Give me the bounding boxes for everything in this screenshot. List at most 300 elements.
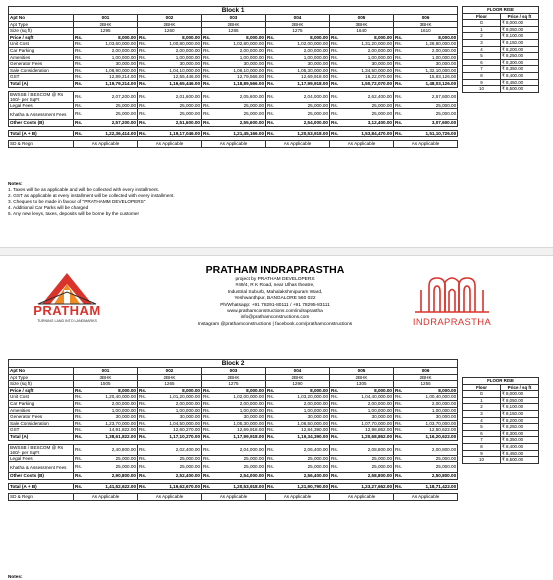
floor-price: ₹ 8,500.00 bbox=[501, 86, 539, 93]
table-cell: As Applicable bbox=[74, 494, 138, 501]
currency-label: Rs. bbox=[75, 130, 83, 136]
table-cell: 1,00,80,000.00 bbox=[147, 41, 202, 48]
table-cell: 2BHK bbox=[330, 374, 394, 381]
table-cell: 2,00,000.00 bbox=[147, 400, 202, 407]
table-row bbox=[463, 59, 539, 66]
table-cell: 2,57,200.00 bbox=[83, 120, 138, 127]
table-cell: 2,00,800.00 bbox=[403, 444, 458, 455]
table-row bbox=[9, 374, 458, 381]
currency-label: Rs. bbox=[331, 414, 338, 420]
table-cell: 25,000.00 bbox=[275, 455, 330, 462]
currency-label: Rs. bbox=[267, 80, 275, 86]
currency-label: Rs. bbox=[203, 414, 210, 420]
row-label: Other Costs (B) bbox=[9, 473, 74, 480]
table-cell: 2BHK bbox=[202, 374, 266, 381]
currency-label: Rs. bbox=[139, 473, 147, 479]
currency-label: Rs. bbox=[395, 47, 402, 53]
table-cell: 3BHK bbox=[394, 21, 458, 28]
currency-label: Rs. bbox=[75, 387, 83, 393]
currency-label: Rs. bbox=[202, 444, 211, 455]
floor-price: ₹ 8,500.00 bbox=[501, 457, 539, 464]
table-cell: 1,23,70,000.00 bbox=[83, 420, 138, 427]
currency-label: Rs. bbox=[139, 61, 146, 67]
row-label: Total (A) bbox=[9, 433, 74, 440]
table-cell: 12,69,918.00 bbox=[275, 74, 330, 81]
currency-label: Rs. bbox=[75, 394, 82, 400]
table-cell: As Applicable bbox=[202, 141, 266, 148]
currency-label: Rs. bbox=[331, 473, 339, 479]
currency-label: Rs. bbox=[266, 444, 275, 455]
currency-label: Rs. bbox=[203, 394, 210, 400]
currency-label: Rs. bbox=[139, 414, 146, 420]
table-cell: 8,000.00 bbox=[83, 34, 138, 41]
floor-number: 7 bbox=[463, 66, 501, 73]
table-row bbox=[463, 397, 539, 404]
table-cell: 2BHK bbox=[202, 21, 266, 28]
table-row bbox=[463, 378, 539, 385]
table-cell: 1275 bbox=[266, 28, 330, 35]
table-cell: 1,20,40,000.00 bbox=[83, 394, 138, 401]
table-cell: 1,20,68,862.00 bbox=[339, 433, 394, 440]
floor-price: ₹ 8,250.00 bbox=[501, 53, 539, 60]
currency-label: Rs. bbox=[75, 41, 82, 47]
currency-label: Rs. bbox=[395, 433, 403, 439]
table-cell: 1,38,61,822.00 bbox=[83, 433, 138, 440]
row-label: Total (A + B) bbox=[9, 483, 74, 490]
currency-label: Rs. bbox=[331, 427, 338, 433]
currency-label: Rs. bbox=[75, 54, 82, 60]
table-cell: 25,000.00 bbox=[211, 109, 266, 120]
currency-label: Rs. bbox=[395, 455, 402, 461]
table-cell: 25,000.00 bbox=[83, 462, 138, 473]
table-cell: 1610 bbox=[394, 28, 458, 35]
currency-label: Rs. bbox=[330, 91, 339, 102]
currency-label: Rs. bbox=[267, 102, 274, 108]
table-cell: 1,41,52,622.00 bbox=[83, 483, 138, 490]
column-header: 001 bbox=[74, 15, 138, 22]
currency-label: Rs. bbox=[394, 91, 403, 102]
currency-label: Rs. bbox=[267, 394, 274, 400]
currency-label: Rs. bbox=[202, 109, 211, 120]
currency-label: Rs. bbox=[395, 120, 403, 126]
floor-price: ₹ 8,150.00 bbox=[501, 39, 539, 46]
floor-number: 1 bbox=[463, 397, 501, 404]
company-line: Ph/Whatsapp: +91 78291-80111 / +91 78295-83111 bbox=[220, 302, 330, 308]
company-header bbox=[140, 264, 410, 328]
currency-label: Rs. bbox=[75, 400, 82, 406]
currency-label: Rs. bbox=[75, 80, 83, 86]
table-cell: 15,93,126.00 bbox=[403, 74, 458, 81]
table-cell: 2,00,000.00 bbox=[275, 47, 330, 54]
table-cell: 12,84,390.00 bbox=[275, 427, 330, 434]
currency-label: Rs. bbox=[75, 47, 82, 53]
currency-label: Rs. bbox=[139, 483, 147, 489]
table-cell: 30,000.00 bbox=[211, 414, 266, 421]
floor-number: 9 bbox=[463, 450, 501, 457]
currency-label: Rs. bbox=[203, 130, 211, 136]
table-cell: 25,000.00 bbox=[147, 462, 202, 473]
floor-rise-table-2 bbox=[462, 377, 539, 464]
column-header: 004 bbox=[266, 15, 330, 22]
table-row bbox=[9, 433, 458, 440]
currency-label: Rs. bbox=[139, 455, 146, 461]
currency-label: Rs. bbox=[74, 462, 83, 473]
table-cell: 25,000.00 bbox=[211, 455, 266, 462]
table-row bbox=[463, 7, 539, 14]
floor-rise-title: FLOOR RISE bbox=[463, 7, 539, 14]
currency-label: Rs. bbox=[74, 109, 83, 120]
table-cell: 1,20,53,918.00 bbox=[211, 483, 266, 490]
row-label: GST bbox=[9, 74, 74, 81]
currency-label: Rs. bbox=[395, 414, 402, 420]
currency-label: Rs. bbox=[139, 394, 146, 400]
table-cell: 2BHK bbox=[394, 374, 458, 381]
currency-label: Rs. bbox=[267, 407, 274, 413]
currency-label: Rs. bbox=[266, 462, 275, 473]
table-cell: As Applicable bbox=[138, 141, 202, 148]
table-row bbox=[9, 494, 458, 501]
floor-number: G bbox=[463, 391, 501, 398]
currency-label: Rs. bbox=[331, 54, 338, 60]
table-cell: 2,62,400.00 bbox=[339, 91, 394, 102]
currency-label: Rs. bbox=[203, 407, 210, 413]
block-1-price-table bbox=[8, 6, 458, 148]
floor-price: ₹ 8,200.00 bbox=[501, 417, 539, 424]
currency-label: Rs. bbox=[203, 433, 211, 439]
table-row bbox=[9, 381, 458, 388]
table-row bbox=[9, 400, 458, 407]
table-cell: 30,000.00 bbox=[147, 414, 202, 421]
currency-label: Rs. bbox=[75, 102, 82, 108]
indraprastha-logo-text: INDRAPRASTHA bbox=[412, 316, 492, 327]
table-cell: 1,00,000.00 bbox=[339, 54, 394, 61]
table-row bbox=[9, 28, 458, 35]
currency-label: Rs. bbox=[267, 41, 274, 47]
table-row bbox=[463, 39, 539, 46]
currency-label: Rs. bbox=[75, 455, 82, 461]
table-row bbox=[463, 53, 539, 60]
currency-label: Rs. bbox=[75, 433, 83, 439]
column-header: Floor bbox=[463, 384, 501, 391]
currency-label: Rs. bbox=[75, 427, 82, 433]
table-cell: 8,000.00 bbox=[147, 34, 202, 41]
table-cell: 1,07,70,000.00 bbox=[339, 420, 394, 427]
table-cell: 16,22,070.00 bbox=[339, 74, 394, 81]
table-cell: 1,04,40,000.00 bbox=[339, 394, 394, 401]
table-cell: 3,12,400.00 bbox=[339, 120, 394, 127]
currency-label: Rs. bbox=[138, 91, 147, 102]
table-cell: 1,03,60,000.00 bbox=[83, 41, 138, 48]
block-2-price-table bbox=[8, 359, 458, 501]
currency-label: Rs. bbox=[395, 67, 402, 73]
table-cell: 25,000.00 bbox=[403, 462, 458, 473]
table-cell: 1,23,27,662.00 bbox=[339, 483, 394, 490]
table-cell: 1,00,000.00 bbox=[275, 407, 330, 414]
table-cell: 1,06,10,000.00 bbox=[211, 67, 266, 74]
currency-label: Rs. bbox=[395, 400, 402, 406]
table-cell: 2,55,600.00 bbox=[211, 120, 266, 127]
table-cell: 1260 bbox=[138, 28, 202, 35]
floor-number: 4 bbox=[463, 417, 501, 424]
row-label: SD & Regn bbox=[9, 494, 74, 501]
notes-title: Notes: bbox=[8, 574, 23, 579]
currency-label: Rs. bbox=[203, 455, 210, 461]
table-row bbox=[9, 91, 458, 102]
currency-label: Rs. bbox=[331, 74, 338, 80]
row-label: Amenities bbox=[9, 407, 74, 414]
column-header: 005 bbox=[330, 368, 394, 375]
block-1-sheet bbox=[0, 0, 553, 247]
table-row bbox=[9, 80, 458, 87]
currency-label: Rs. bbox=[139, 120, 147, 126]
table-row bbox=[9, 120, 458, 127]
table-cell: 2,56,400.00 bbox=[275, 473, 330, 480]
currency-label: Rs. bbox=[203, 54, 210, 60]
currency-label: Rs. bbox=[139, 400, 146, 406]
floor-rise-table-1 bbox=[462, 6, 539, 93]
table-row bbox=[463, 404, 539, 411]
table-cell: 1,02,80,000.00 bbox=[211, 41, 266, 48]
table-cell: 2BHK bbox=[266, 21, 330, 28]
floor-price: ₹ 8,400.00 bbox=[501, 72, 539, 79]
currency-label: Rs. bbox=[331, 433, 339, 439]
floor-price: ₹ 8,350.00 bbox=[501, 437, 539, 444]
note-line: 3. Cheques to be made in favour of "PRATHAMM DEVELOPERS" bbox=[8, 199, 146, 204]
currency-label: Rs. bbox=[202, 91, 211, 102]
table-cell: 2,00,000.00 bbox=[83, 47, 138, 54]
currency-label: Rs. bbox=[139, 407, 146, 413]
column-header: 006 bbox=[394, 368, 458, 375]
table-cell: 30,000.00 bbox=[275, 414, 330, 421]
table-cell: 1,06,50,000.00 bbox=[275, 420, 330, 427]
table-cell: 1295 bbox=[74, 28, 138, 35]
table-cell: As Applicable bbox=[330, 494, 394, 501]
row-label: BWSSB / BESCOM @ Rs 160/- per SqFt bbox=[9, 91, 74, 102]
company-line: info@prathamconstructions.com bbox=[240, 315, 310, 321]
table-cell: 1,28,80,000.00 bbox=[403, 41, 458, 48]
floor-price: ₹ 8,250.00 bbox=[501, 424, 539, 431]
table-cell: 25,000.00 bbox=[339, 455, 394, 462]
table-cell: 2,00,000.00 bbox=[339, 47, 394, 54]
table-cell: 2,51,600.00 bbox=[147, 120, 202, 127]
currency-label: Rs. bbox=[139, 54, 146, 60]
table-cell: 1,19,17,046.00 bbox=[147, 130, 202, 137]
floor-price: ₹ 8,450.00 bbox=[501, 79, 539, 86]
table-cell: 2,00,000.00 bbox=[339, 400, 394, 407]
block-title: Block 1 bbox=[9, 7, 458, 15]
currency-label: Rs. bbox=[267, 130, 275, 136]
table-cell: 1,00,000.00 bbox=[339, 407, 394, 414]
table-cell: 2,00,000.00 bbox=[403, 47, 458, 54]
table-cell: 30,000.00 bbox=[403, 414, 458, 421]
table-cell: 1,18,71,422.00 bbox=[403, 483, 458, 490]
column-header: 002 bbox=[138, 368, 202, 375]
currency-label: Rs. bbox=[203, 67, 210, 73]
table-cell: 1255 bbox=[394, 381, 458, 388]
table-cell: 1,51,10,726.00 bbox=[403, 130, 458, 137]
row-label: GST bbox=[9, 427, 74, 434]
table-cell: 30,000.00 bbox=[275, 61, 330, 68]
row-label: Sale Consideration bbox=[9, 420, 74, 427]
currency-label: Rs. bbox=[139, 34, 147, 40]
company-name: PRATHAM INDRAPRASTHA bbox=[205, 264, 345, 276]
currency-label: Rs. bbox=[203, 34, 211, 40]
currency-label: Rs. bbox=[139, 420, 146, 426]
column-header: Price / sq ft bbox=[501, 13, 539, 20]
currency-label: Rs. bbox=[331, 455, 338, 461]
table-cell: 25,000.00 bbox=[147, 455, 202, 462]
table-cell: 1,50,72,070.00 bbox=[339, 80, 394, 87]
table-row bbox=[463, 430, 539, 437]
table-cell: 1,05,30,000.00 bbox=[211, 420, 266, 427]
table-row bbox=[9, 47, 458, 54]
currency-label: Rs. bbox=[267, 433, 275, 439]
table-cell: 1,00,000.00 bbox=[211, 54, 266, 61]
table-cell: 1,32,10,000.00 bbox=[403, 67, 458, 74]
currency-label: Rs. bbox=[203, 400, 210, 406]
table-cell: 2,40,800.00 bbox=[83, 444, 138, 455]
currency-label: Rs. bbox=[75, 74, 82, 80]
currency-label: Rs. bbox=[138, 444, 147, 455]
table-cell: As Applicable bbox=[202, 494, 266, 501]
currency-label: Rs. bbox=[139, 47, 146, 53]
table-row bbox=[463, 66, 539, 73]
table-cell: 30,000.00 bbox=[83, 414, 138, 421]
table-cell: 8,000.00 bbox=[211, 34, 266, 41]
currency-label: Rs. bbox=[75, 473, 83, 479]
row-label: Sale Consideration bbox=[9, 67, 74, 74]
table-row bbox=[9, 444, 458, 455]
table-cell: 1,00,000.00 bbox=[403, 407, 458, 414]
currency-label: Rs. bbox=[139, 387, 147, 393]
table-cell: 1275 bbox=[202, 381, 266, 388]
currency-label: Rs. bbox=[139, 102, 146, 108]
table-cell: 25,000.00 bbox=[147, 109, 202, 120]
company-line: Yeshwanthpur, BANGALORE 560 022 bbox=[234, 296, 316, 302]
currency-label: Rs. bbox=[203, 387, 211, 393]
table-cell: 25,000.00 bbox=[339, 109, 394, 120]
floor-price: ₹ 8,100.00 bbox=[501, 33, 539, 40]
currency-label: Rs. bbox=[203, 483, 211, 489]
currency-label: Rs. bbox=[203, 41, 210, 47]
table-row bbox=[9, 130, 458, 137]
currency-label: Rs. bbox=[331, 61, 338, 67]
row-label: SD & Regn bbox=[9, 141, 74, 148]
floor-price: ₹ 8,050.00 bbox=[501, 397, 539, 404]
table-cell: 12,89,214.00 bbox=[83, 74, 138, 81]
table-cell: 2,00,000.00 bbox=[211, 400, 266, 407]
floor-price: ₹ 8,300.00 bbox=[501, 59, 539, 66]
currency-label: Rs. bbox=[75, 34, 83, 40]
currency-label: Rs. bbox=[267, 34, 275, 40]
table-cell: 8,000.00 bbox=[211, 387, 266, 394]
row-label: Car Parking bbox=[9, 47, 74, 54]
column-header: 003 bbox=[202, 368, 266, 375]
currency-label: Rs. bbox=[395, 473, 403, 479]
currency-label: Rs. bbox=[203, 74, 210, 80]
note-line: 1. Taxes will be as applicable and will be collected with every installment. bbox=[8, 187, 160, 192]
floor-price: ₹ 8,450.00 bbox=[501, 450, 539, 457]
column-header: 001 bbox=[74, 368, 138, 375]
table-cell: 1,02,00,000.00 bbox=[211, 394, 266, 401]
currency-label: Rs. bbox=[138, 462, 147, 473]
currency-label: Rs. bbox=[330, 109, 339, 120]
table-row bbox=[463, 437, 539, 444]
currency-label: Rs. bbox=[267, 483, 275, 489]
note-line: 5. Any new levys, taxes, deposits will be borne by the customer bbox=[8, 211, 140, 216]
table-cell: 1,17,10,270.00 bbox=[147, 433, 202, 440]
block-2-sheet bbox=[0, 256, 553, 580]
table-cell: 8,000.00 bbox=[403, 387, 458, 394]
table-cell: 14,91,822.00 bbox=[83, 427, 138, 434]
table-row bbox=[9, 67, 458, 74]
company-line: #49/4, R K Road, near Ulhas theatre, bbox=[235, 283, 315, 289]
column-header: 006 bbox=[394, 15, 458, 22]
table-cell: 25,000.00 bbox=[147, 102, 202, 109]
table-cell: 2,07,200.00 bbox=[83, 91, 138, 102]
table-cell: As Applicable bbox=[138, 494, 202, 501]
currency-label: Rs. bbox=[267, 473, 275, 479]
table-cell: 1505 bbox=[74, 381, 138, 388]
currency-label: Rs. bbox=[395, 54, 402, 60]
table-cell: 30,000.00 bbox=[211, 61, 266, 68]
table-cell: 25,000.00 bbox=[403, 109, 458, 120]
company-line: Instagram @prathamconstructions | facebook.com/prathamconstructions bbox=[197, 321, 353, 327]
table-cell: 1,00,000.00 bbox=[147, 54, 202, 61]
table-row bbox=[463, 450, 539, 457]
currency-label: Rs. bbox=[394, 462, 403, 473]
company-line: Industrial Suburb, Mahalakshmipuram Ward, bbox=[227, 289, 323, 295]
floor-number: 6 bbox=[463, 430, 501, 437]
table-cell: 25,000.00 bbox=[83, 102, 138, 109]
table-cell: 2,50,800.00 bbox=[403, 473, 458, 480]
floor-number: 8 bbox=[463, 72, 501, 79]
table-cell: 30,000.00 bbox=[339, 61, 394, 68]
table-cell: 1,00,000.00 bbox=[147, 407, 202, 414]
floor-price: ₹ 8,000.00 bbox=[501, 391, 539, 398]
table-row bbox=[9, 7, 458, 15]
floor-number: 2 bbox=[463, 33, 501, 40]
currency-label: Rs. bbox=[267, 414, 274, 420]
table-row bbox=[463, 20, 539, 27]
table-cell: 2,54,000.00 bbox=[275, 120, 330, 127]
row-label: Size (sq ft) bbox=[9, 28, 74, 35]
currency-label: Rs. bbox=[266, 91, 275, 102]
floor-price: ₹ 8,050.00 bbox=[501, 26, 539, 33]
floor-price: ₹ 8,000.00 bbox=[501, 20, 539, 27]
pratham-logo-text: PRATHAM bbox=[33, 303, 101, 318]
table-cell: 1,00,000.00 bbox=[83, 407, 138, 414]
currency-label: Rs. bbox=[267, 427, 274, 433]
table-cell: 2,05,600.00 bbox=[211, 91, 266, 102]
currency-label: Rs. bbox=[394, 444, 403, 455]
table-cell: 1,06,90,000.00 bbox=[83, 67, 138, 74]
table-cell: 30,000.00 bbox=[147, 61, 202, 68]
floor-number: 5 bbox=[463, 424, 501, 431]
table-cell: 30,000.00 bbox=[339, 414, 394, 421]
table-row bbox=[463, 424, 539, 431]
table-cell: 2,01,600.00 bbox=[147, 91, 202, 102]
table-row bbox=[9, 455, 458, 462]
table-row bbox=[9, 74, 458, 81]
table-cell: 1285 bbox=[202, 28, 266, 35]
table-cell: 2,00,000.00 bbox=[83, 400, 138, 407]
currency-label: Rs. bbox=[331, 400, 338, 406]
floor-number: 2 bbox=[463, 404, 501, 411]
currency-label: Rs. bbox=[75, 414, 82, 420]
column-header: Apt No bbox=[9, 368, 74, 375]
row-label: Total (A + B) bbox=[9, 130, 74, 137]
